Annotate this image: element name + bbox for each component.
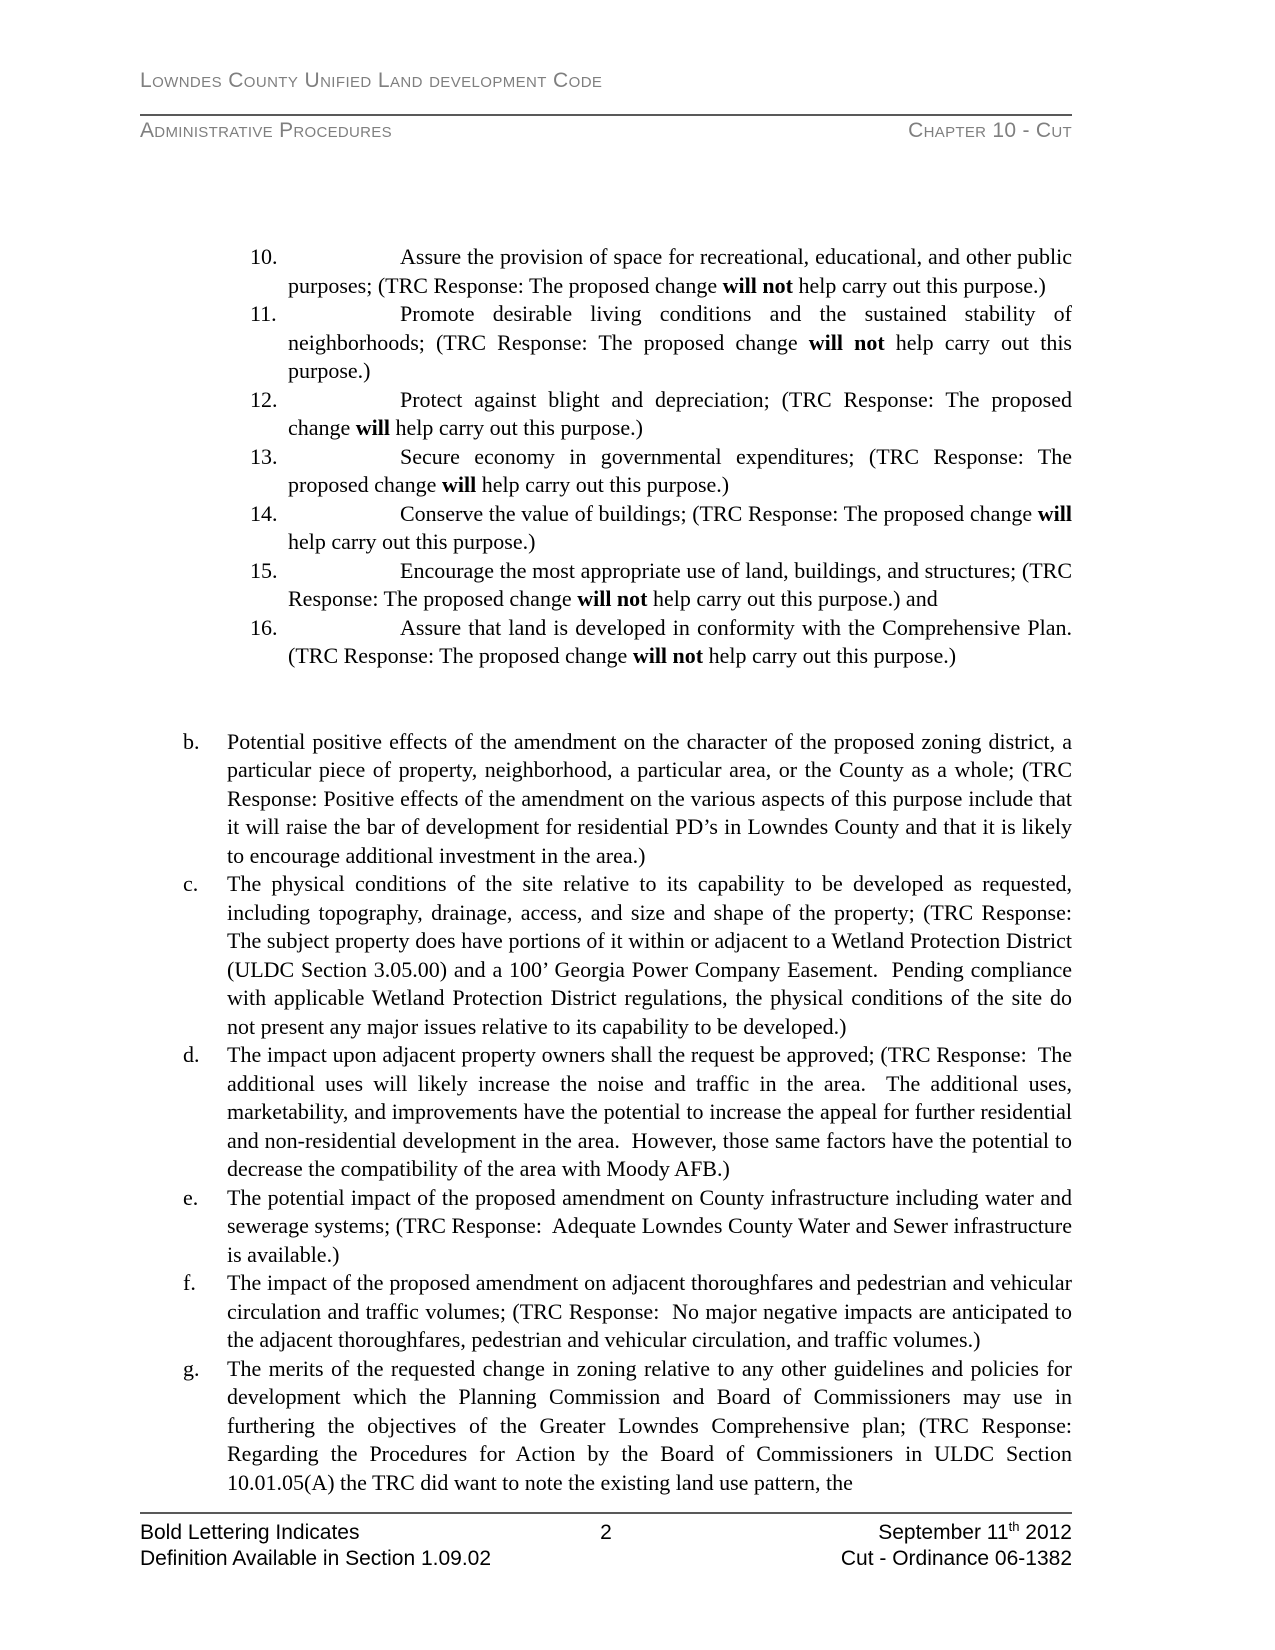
footer-right-block (636, 1520, 1072, 1572)
header-chapter-right: Chapter 10 - Cut (908, 119, 1072, 142)
footer-rule (140, 1512, 1072, 1514)
item-letter: d. (183, 1042, 200, 1067)
bold-text: will not (577, 586, 648, 611)
item-number: 10. (250, 244, 278, 269)
text-run: The physical conditions of the site relative to its capability to be developed as requested, including topography, drainage, access, and size and shape of the property; (TRC Response: The subject property does have portions of it within or adjacent to a Wetland Protection District (ULDC Section 3.05.00) and a 100’ Georgia Power Company Easement. Pending compliance with applicable Wetland Protection District regulations, the physical conditions of the site do not present any major issues relative to its capability to be developed.) (227, 871, 1078, 1039)
page-footer (140, 1512, 1072, 1572)
item-number: 12. (250, 386, 278, 412)
text-run: 2012 (1019, 1521, 1072, 1544)
header-section-left: Administrative Procedures (140, 119, 392, 142)
text-run: Protect against blight and depreciation; (TRC Response: The proposed change (288, 386, 1078, 440)
numbered-item (250, 300, 1078, 386)
bold-text: will (355, 415, 391, 440)
text-run: The potential impact of the proposed amendment on County infrastructure including water and sewerage systems; (TRC Response: Adequate Lowndes County Water and Sewer infrastructure is available.) (227, 1184, 1078, 1267)
header-section-row (140, 118, 1072, 143)
text-run: help carry out this purpose.) (288, 500, 1078, 554)
bold-text: will (441, 472, 477, 497)
footer-row (140, 1520, 1072, 1572)
numbered-list (140, 243, 1078, 671)
numbered-item (250, 500, 1078, 557)
document-body (140, 186, 1083, 1554)
header-rule (140, 114, 1072, 116)
item-number: 11. (250, 301, 277, 326)
text-run: Encourage the most appropriate use of land, buildings, and structures; (TRC Response: The proposed change (288, 557, 1078, 611)
text-run: help carry out this purpose.) (390, 415, 643, 440)
item-number: 13. (250, 443, 278, 469)
bold-text: will (1037, 500, 1072, 526)
text-run: help carry out this purpose.) (703, 643, 957, 668)
text-run: Conserve the value of buildings; (TRC Response: The proposed change (400, 500, 1038, 526)
text-run: help carry out this purpose.) and (647, 586, 938, 611)
text-run: The impact of the proposed amendment on adjacent thoroughfares and pedestrian and vehicular circulation and traffic volumes; (TRC Response: No major negative impacts are anticipated to the adjacent thoroughfares, pedestrian and vehicular circulation, and traffic volumes.) (227, 1270, 1078, 1352)
text-run: Potential positive effects of the amendment on the character of the proposed zoning district, a particular piece of property, neighborhood, a particular area, or the County as a whole; (TRC Response: Positive effects of the amendment on the various aspects of this purpose include that it will raise the bar of development for residential PD’s in Lowndes County and that it is likely to encourage additional investment in the area.) (227, 728, 1078, 868)
footer-ordinance: Cut - Ordinance 06-1382 (840, 1547, 1072, 1570)
item-letter: g. (183, 1355, 200, 1381)
page-header (140, 68, 1072, 143)
text-run: Assure that land is developed in conformity with the Comprehensive Plan. (TRC Response: The proposed change (288, 614, 1078, 668)
item-letter: b. (183, 728, 200, 754)
numbered-item (250, 386, 1078, 443)
page-number: 2 (600, 1521, 612, 1544)
text-run: September 11 (878, 1521, 1009, 1544)
footer-bold-note-line1: Bold Lettering Indicates (140, 1521, 360, 1544)
footer-date (636, 1520, 1072, 1546)
item-number: 14. (250, 500, 278, 526)
lettered-item (183, 1269, 1078, 1355)
document-title: Lowndes County Unified Land development Code (140, 69, 603, 92)
text-run: help carry out this purpose.) (792, 272, 1046, 298)
text-run: Assure the provision of space for recreational, educational, and other public purposes; (TRC Response: The proposed change (288, 244, 1078, 298)
item-number: 16. (250, 614, 278, 640)
numbered-item (250, 557, 1078, 614)
bold-text: will not (722, 272, 793, 298)
text-run: Promote desirable living conditions and the sustained stability of neighborhoods; (TRC Response: The proposed change (288, 301, 1078, 355)
lettered-list (140, 728, 1083, 1498)
item-letter: e. (183, 1184, 199, 1210)
lettered-item (183, 1184, 1078, 1270)
superscript-text: th (1008, 1519, 1020, 1534)
footer-left-block (140, 1520, 576, 1572)
footer-bold-note-line2: Definition Available in Section 1.09.02 (140, 1547, 492, 1570)
numbered-item (250, 443, 1078, 500)
text-run: The impact upon adjacent property owners shall the request be approved; (TRC Response: The additional uses will likely increase the noise and traffic in the area. The additional uses, marketability, and improvements have the potential to increase the appeal for further residential and non-residential development in the area. However, those same factors have the potential to decrease the compatibility of the area with Moody AFB.) (227, 1042, 1078, 1181)
lettered-item (183, 870, 1078, 1041)
text-run: The merits of the requested change in zoning relative to any other guidelines and policies for development which the Planning Commission and Board of Commissioners may use in furthering the objectives of the Greater Lowndes Comprehensive plan; (TRC Response: Regarding the Procedures for Action by the Board of Commissioners in ULDC Section 10.01.05(A) the TRC did want to note the existing land use pattern, the (227, 1355, 1083, 1495)
lettered-item (183, 728, 1078, 871)
bold-text: will not (632, 643, 704, 668)
item-letter: c. (183, 871, 199, 896)
lettered-item (183, 1041, 1078, 1184)
text-run: help carry out this purpose.) (476, 472, 730, 497)
lettered-item (183, 1355, 1083, 1498)
text-run: Secure economy in governmental expenditures; (TRC Response: The proposed change (288, 443, 1078, 497)
item-letter: f. (183, 1270, 196, 1295)
numbered-item (250, 243, 1078, 300)
bold-text: will not (808, 329, 885, 355)
text-run: help carry out this purpose.) (288, 329, 1078, 383)
numbered-item (250, 614, 1078, 671)
item-number: 15. (250, 557, 278, 583)
